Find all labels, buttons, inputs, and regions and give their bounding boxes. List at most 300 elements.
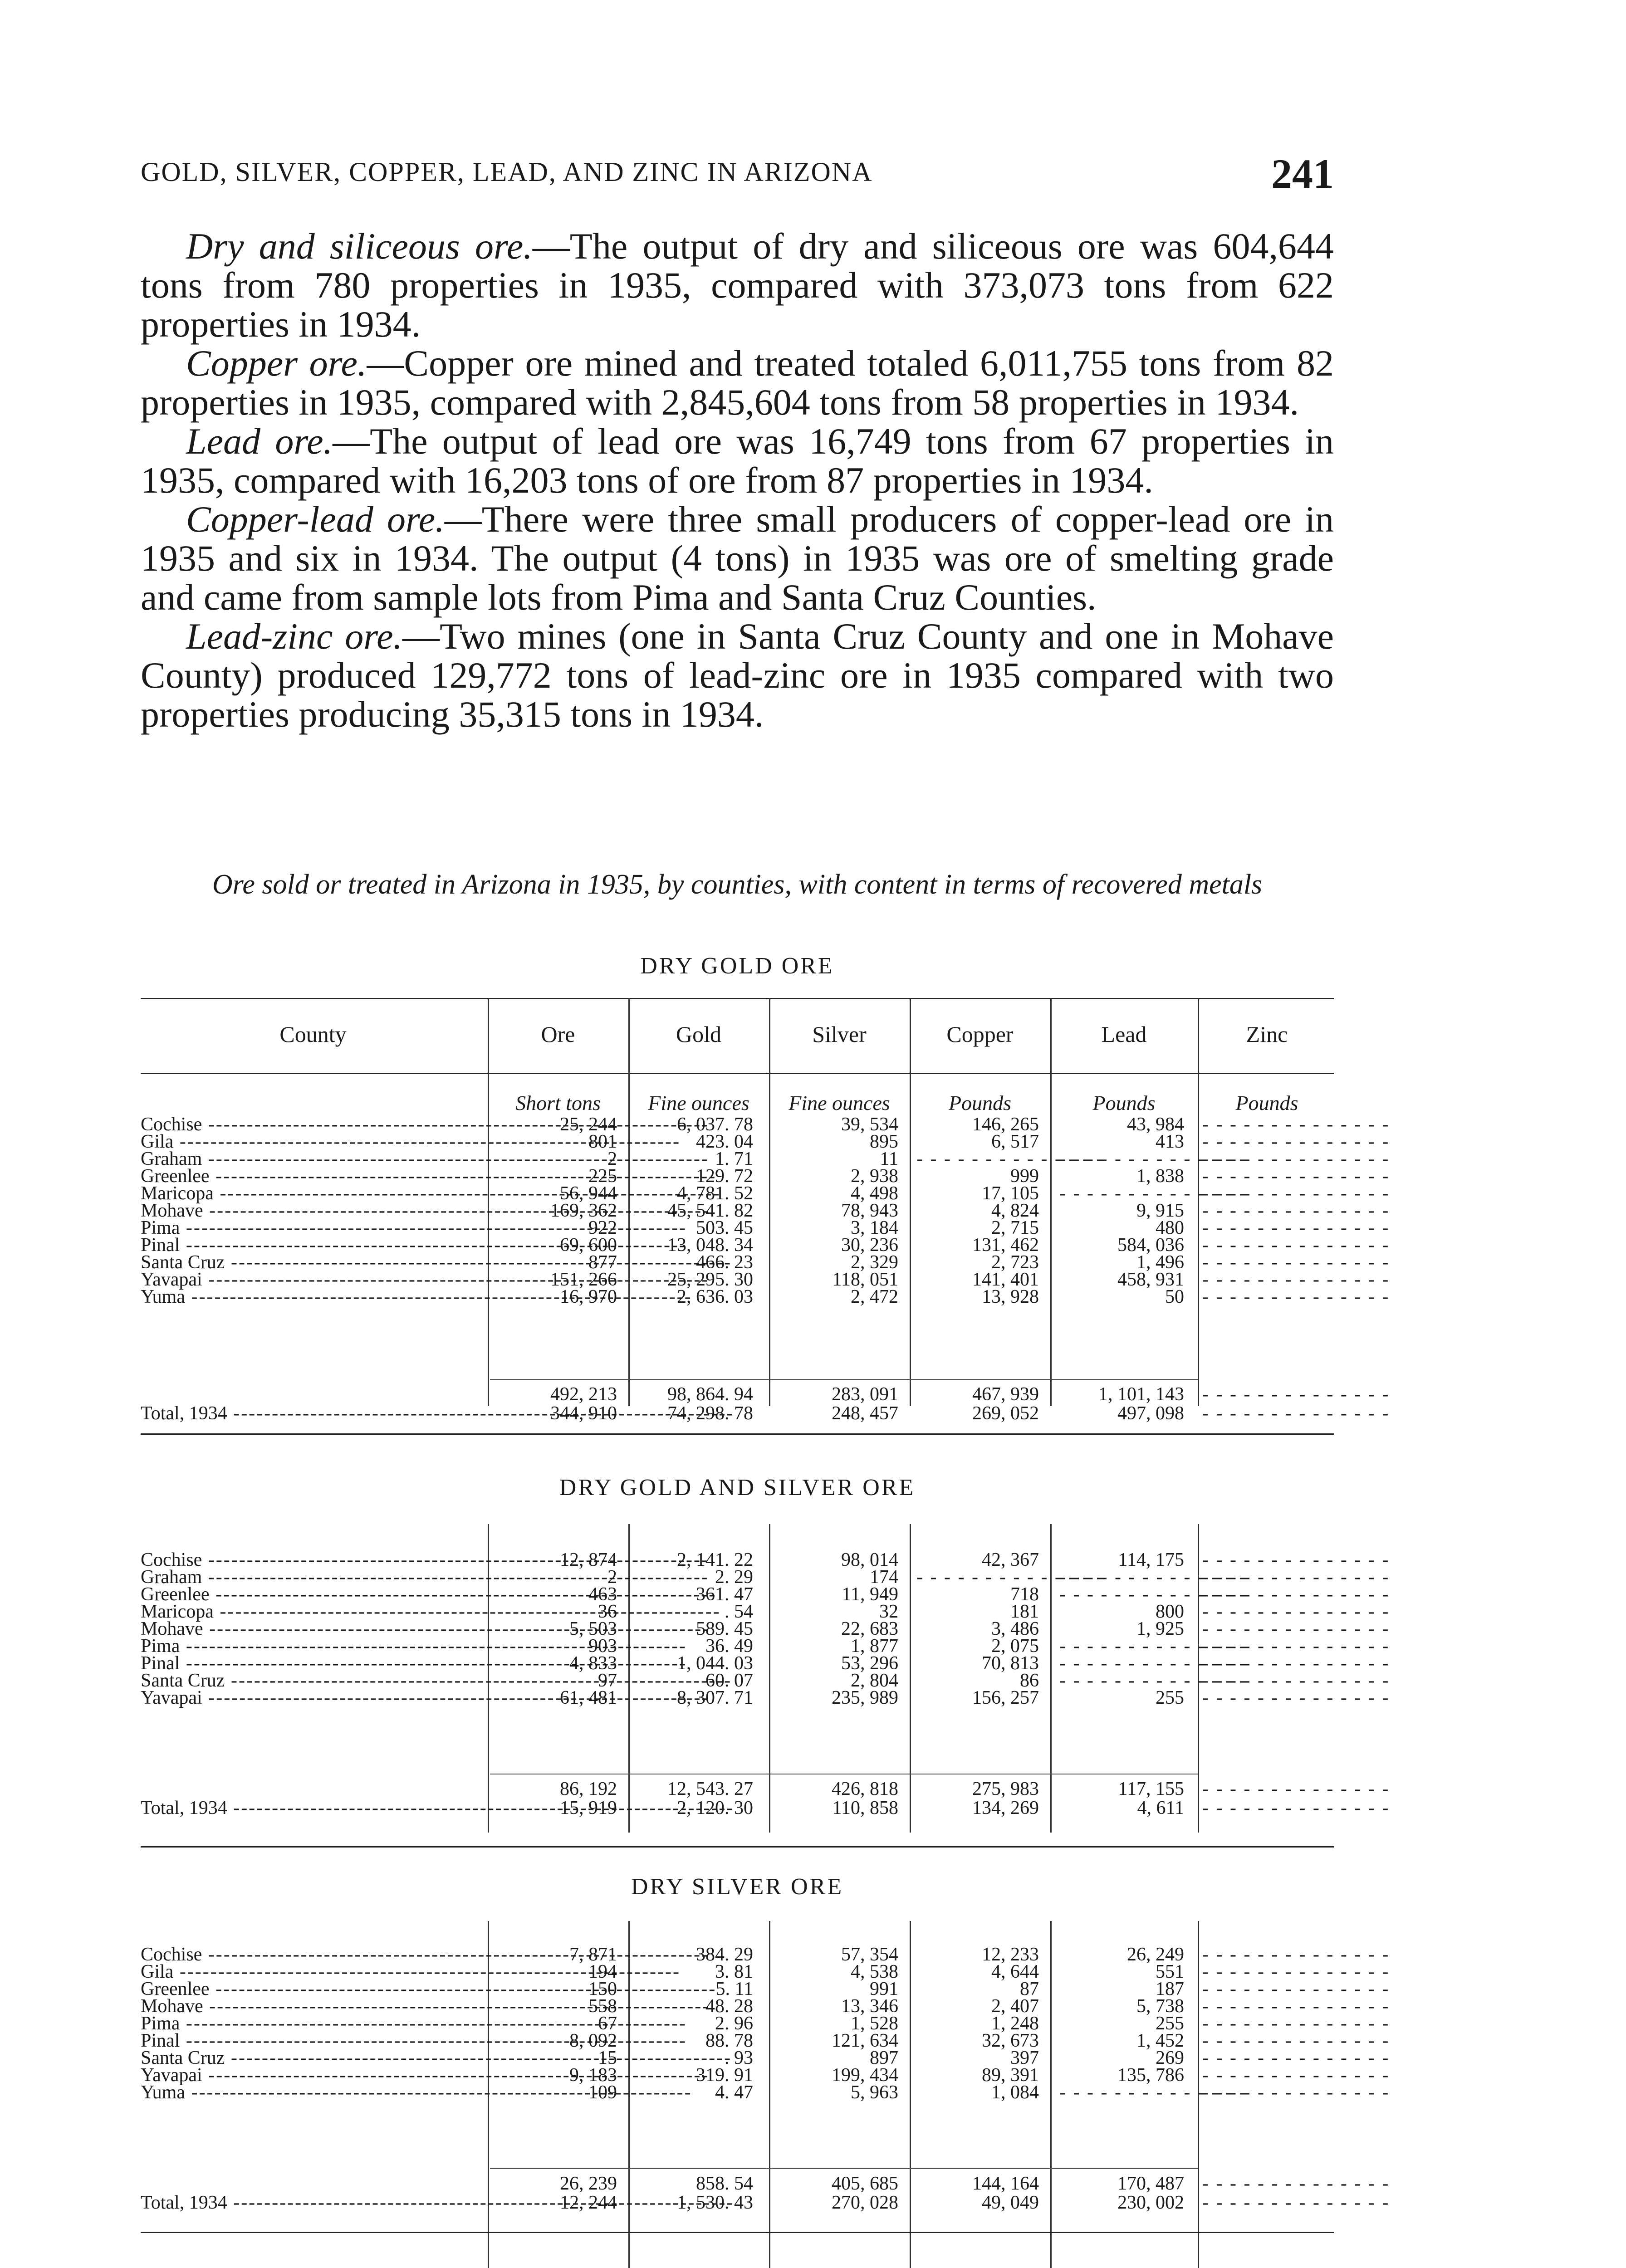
cell-copper: 131, 462 [972, 1235, 1039, 1256]
cell-silver: 22, 683 [841, 1618, 898, 1639]
cell-gold: 36. 49 [705, 1636, 753, 1657]
cell-ore: 2 [607, 1567, 617, 1588]
county-name: Mohave ----- [141, 1202, 485, 1219]
cell-ore: 922 [588, 1217, 617, 1238]
cell-gold: 4. 47 [715, 2082, 753, 2103]
cell-silver: 4, 538 [851, 1961, 898, 1982]
table-row [0, 2067, 1626, 2084]
cell-copper: 134, 269 [972, 1798, 1039, 1818]
total-cells [0, 1780, 1626, 1798]
unit-zinc: Pounds [1235, 1091, 1298, 1114]
cell-copper: 2, 715 [991, 1217, 1039, 1238]
cell-ore: 463 [588, 1584, 617, 1605]
cell-gold: 384. 29 [696, 1944, 753, 1965]
cell-gold: 98, 864. 94 [667, 1384, 753, 1405]
cell-ore: 61, 481 [560, 1687, 617, 1708]
cell-lead: 800 [1156, 1601, 1184, 1622]
cell-gold: 74, 298. 78 [667, 1403, 753, 1424]
column-header-copper: Copper [946, 1022, 1014, 1047]
cell-ore: 4, 833 [569, 1653, 617, 1674]
cell-silver: 57, 354 [841, 1944, 898, 1965]
cell-ore: 15 [598, 2048, 617, 2068]
cell-silver: 2, 804 [851, 1670, 898, 1691]
table-row [0, 2084, 1626, 2101]
empty-cell-zinc: - - - - - - - - - - - - - - [1202, 1384, 1390, 1405]
cell-copper: 87 [1020, 1979, 1039, 1999]
table-row [0, 1202, 1626, 1219]
cell-copper: 2, 407 [991, 1996, 1039, 2017]
cell-lead: 255 [1156, 1687, 1184, 1708]
county-name: Yuma ----- [141, 1288, 485, 1305]
cell-copper: 49, 049 [982, 2192, 1039, 2213]
cell-gold: 1, 044. 03 [677, 1653, 753, 1674]
cell-copper: 89, 391 [982, 2065, 1039, 2086]
table-row [0, 1672, 1626, 1689]
section-rows-dry-silver-ore [0, 1946, 1626, 2101]
cell-lead: 187 [1156, 1979, 1184, 1999]
cell-lead: 1, 101, 143 [1098, 1384, 1184, 1405]
cell-ore: 558 [588, 1996, 617, 2017]
cell-gold: . 93 [725, 2048, 753, 2068]
cell-gold: 1. 71 [715, 1149, 753, 1169]
paragraph: Lead-zinc ore.—Two mines (one in Santa Cruz County and one in Mohave County) produced 129,772 tons of lead-zinc ore in 1935 compared with two properties producing 35,315 tons in 1934. [141, 616, 1334, 735]
county-name: Pima ----- [141, 1219, 485, 1237]
empty-cell-zinc: - - - - - - - - - - - - - - [1202, 1687, 1390, 1708]
county-name: Santa Cruz ----- [141, 1254, 485, 1271]
cell-silver: 405, 685 [832, 2173, 898, 2194]
empty-cell-lead: - - - - - - - - - - - - - - [1059, 1584, 1247, 1605]
cell-silver: 39, 534 [841, 1114, 898, 1135]
county-name: Graham ----- [141, 1150, 485, 1168]
empty-cell-zinc: - - - - - - - - - - - - - - [1202, 1670, 1390, 1691]
cell-lead: 255 [1156, 2013, 1184, 2034]
table-row [0, 1185, 1626, 1202]
cell-copper: 4, 824 [991, 1200, 1039, 1221]
table-row [0, 1288, 1626, 1305]
total-1934-row [0, 2194, 1626, 2211]
cell-silver: 248, 457 [832, 1403, 898, 1424]
cell-gold: 6, 037. 78 [677, 1114, 753, 1135]
cell-ore: 801 [588, 1131, 617, 1152]
county-name: Pima ----- [141, 1637, 485, 1655]
total-1934-label: Total, 1934 ----- [141, 1799, 485, 1817]
cell-gold: 48. 28 [705, 1996, 753, 2017]
cell-gold: 2, 636. 03 [677, 1286, 753, 1307]
cell-lead: 269 [1156, 2048, 1184, 2068]
cell-lead: 135, 786 [1117, 2065, 1184, 2086]
cell-ore: 2 [607, 1149, 617, 1169]
cell-lead: 551 [1156, 1961, 1184, 1982]
empty-cell-zinc: - - - - - - - - - - - - - - [1202, 1653, 1390, 1674]
cell-ore: 169, 362 [550, 1200, 617, 1221]
cell-copper: 17, 105 [982, 1183, 1039, 1204]
cell-ore: 877 [588, 1252, 617, 1273]
cell-gold: 3. 81 [715, 1961, 753, 1982]
cell-copper: 12, 233 [982, 1944, 1039, 1965]
cell-lead: 413 [1156, 1131, 1184, 1152]
empty-cell-zinc: - - - - - - - - - - - - - - [1202, 1252, 1390, 1273]
table-row [0, 1551, 1626, 1569]
cell-gold: 5. 11 [715, 1979, 753, 1999]
total-1934-cells [0, 1799, 1626, 1817]
cell-silver: 174 [870, 1567, 898, 1588]
cell-silver: 30, 236 [841, 1235, 898, 1256]
county-name: Mohave ----- [141, 1620, 485, 1637]
cell-copper: 269, 052 [972, 1403, 1039, 1424]
section-title-dry-silver-ore: DRY SILVER ORE [631, 1874, 844, 1900]
cell-lead: 9, 915 [1136, 1200, 1184, 1221]
total-rule [490, 1379, 1198, 1380]
cell-lead: 26, 249 [1127, 1944, 1184, 1965]
empty-cell-zinc: - - - - - - - - - - - - - - [1202, 1979, 1390, 1999]
cell-lead: 230, 002 [1117, 2192, 1184, 2213]
county-name: Cochise ----- [141, 1551, 485, 1569]
cell-silver: 235, 989 [832, 1687, 898, 1708]
cell-lead: 1, 838 [1136, 1166, 1184, 1187]
cell-gold: 45, 541. 82 [667, 1200, 753, 1221]
table-row [0, 1168, 1626, 1185]
total-1934-label: Total, 1934 ----- [141, 1405, 485, 1422]
empty-cell-zinc: - - - - - - - - - - - - - - [1202, 1183, 1390, 1204]
cell-lead: 114, 175 [1118, 1549, 1184, 1570]
cell-copper: 718 [1010, 1584, 1039, 1605]
cell-lead: 50 [1165, 1286, 1184, 1307]
cell-gold: 589. 45 [696, 1618, 753, 1639]
empty-cell-zinc: - - - - - - - - - - - - - - [1202, 2192, 1390, 2213]
cell-copper: 141, 401 [972, 1269, 1039, 1290]
page-number: 241 [1271, 151, 1334, 197]
unit-copper: Pounds [949, 1091, 1011, 1114]
table-row [0, 1637, 1626, 1655]
empty-cell-zinc: - - - - - - - - - - - - - - [1202, 1996, 1390, 2017]
cell-ore: 36 [598, 1601, 617, 1622]
county-name: Yavapai ----- [141, 1689, 485, 1706]
section-rule [141, 1433, 1334, 1435]
header-bottom-rule [141, 1073, 1334, 1074]
total-1934-cells [0, 1405, 1626, 1422]
cell-copper: 2, 723 [991, 1252, 1039, 1273]
cell-silver: 897 [870, 2048, 898, 2068]
empty-cell-lead: - - - - - - - - - - - - - - [1059, 1636, 1247, 1657]
cell-lead: 584, 036 [1117, 1235, 1184, 1256]
cell-silver: 3, 184 [851, 1217, 898, 1238]
empty-cell-zinc: - - - - - - - - - - - - - - [1202, 1131, 1390, 1152]
cell-copper: 6, 517 [991, 1131, 1039, 1152]
table-row [0, 1689, 1626, 1706]
cell-gold: 2. 96 [715, 2013, 753, 2034]
total-1934-row [0, 1405, 1626, 1422]
column-header-gold: Gold [676, 1022, 721, 1047]
cell-lead: 480 [1156, 1217, 1184, 1238]
total-1934-label: Total, 1934 ----- [141, 2194, 485, 2211]
empty-cell-zinc: - - - - - - - - - - - - - - [1202, 2173, 1390, 2194]
county-name: Greenlee ----- [141, 1168, 485, 1185]
county-name: Graham ----- [141, 1569, 485, 1586]
cell-lead: 5, 738 [1136, 1996, 1184, 2017]
cell-silver: 11 [880, 1149, 898, 1169]
cell-gold: 319. 91 [696, 2065, 753, 2086]
cell-ore: 109 [588, 2082, 617, 2103]
empty-cell-zinc: - - - - - - - - - - - - - - [1202, 2030, 1390, 2051]
section-rows-dry-gold-ore [0, 1116, 1626, 1305]
cell-silver: 32 [879, 1601, 898, 1622]
table-bottom-rule [141, 2232, 1334, 2233]
cell-copper: 999 [1010, 1166, 1039, 1187]
cell-gold: 12, 543. 27 [667, 1779, 753, 1799]
county-name: Gila ----- [141, 1963, 485, 1980]
cell-silver: 5, 963 [851, 2082, 898, 2103]
table-row [0, 1655, 1626, 1672]
cell-silver: 199, 434 [832, 2065, 898, 2086]
cell-ore: 97 [598, 1670, 617, 1691]
cell-silver: 2, 329 [851, 1252, 898, 1273]
table-row [0, 2015, 1626, 2032]
cell-copper: 42, 367 [982, 1549, 1039, 1570]
county-name: Yavapai ----- [141, 2067, 485, 2084]
total-1934-row [0, 1799, 1626, 1817]
empty-cell-zinc: - - - - - - - - - - - - - - [1202, 1269, 1390, 1290]
cell-gold: 88. 78 [705, 2030, 753, 2051]
cell-ore: 903 [588, 1636, 617, 1657]
total-cells [0, 1386, 1626, 1403]
cell-copper: 32, 673 [982, 2030, 1039, 2051]
cell-ore: 15, 919 [560, 1798, 617, 1818]
cell-copper: 397 [1010, 2048, 1039, 2068]
paragraph: Copper ore.—Copper ore mined and treated totaled 6,011,755 tons from 82 properties in 1935, compared with 2,845,604 tons from 58 properties in 1934. [141, 342, 1334, 423]
cell-gold: 2. 29 [715, 1567, 753, 1588]
unit-silver: Fine ounces [789, 1091, 890, 1114]
empty-cell-zinc: - - - - - - - - - - - - - - [1202, 1779, 1390, 1799]
column-header-silver: Silver [812, 1022, 867, 1047]
table-row [0, 1980, 1626, 1998]
cell-silver: 4, 498 [851, 1183, 898, 1204]
cell-gold: 4, 781. 52 [677, 1183, 753, 1204]
cell-copper: 3, 486 [991, 1618, 1039, 1639]
cell-lead: 1, 452 [1136, 2030, 1184, 2051]
cell-copper: 1, 084 [991, 2082, 1039, 2103]
table-row [0, 1963, 1626, 1980]
cell-ore: 69, 600 [560, 1235, 617, 1256]
county-name: Maricopa ----- [141, 1185, 485, 1202]
table-row [0, 1150, 1626, 1168]
section-title-dry-gold-silver-ore: DRY GOLD AND SILVER ORE [559, 1475, 916, 1501]
cell-silver: 270, 028 [832, 2192, 898, 2213]
unit-gold: Fine ounces [648, 1091, 749, 1114]
section-title-dry-gold-ore: DRY GOLD ORE [640, 953, 834, 979]
empty-cell-zinc: - - - - - - - - - - - - - - [1202, 1961, 1390, 1982]
cell-copper: 144, 164 [972, 2173, 1039, 2194]
cell-copper: 181 [1010, 1601, 1039, 1622]
total-row [0, 1386, 1626, 1403]
table-top-rule [141, 998, 1334, 999]
empty-cell-lead: - - - - - - - - - - - - - - [1059, 1183, 1247, 1204]
table-row [0, 2032, 1626, 2049]
cell-gold: 129. 72 [696, 1166, 753, 1187]
county-name: Cochise ----- [141, 1116, 485, 1133]
cell-gold: 25, 295. 30 [667, 1269, 753, 1290]
cell-ore: 7, 871 [569, 1944, 617, 1965]
cell-silver: 2, 472 [851, 1286, 898, 1307]
empty-cell-zinc: - - - - - - - - - - - - - - [1202, 1584, 1390, 1605]
column-header-zinc: Zinc [1246, 1022, 1288, 1047]
cell-gold: 13, 048. 34 [667, 1235, 753, 1256]
cell-silver: 98, 014 [841, 1549, 898, 1570]
cell-copper: 13, 928 [982, 1286, 1039, 1307]
column-header-county: County [279, 1022, 347, 1047]
county-name: Mohave ----- [141, 1998, 485, 2015]
cell-silver: 1, 528 [851, 2013, 898, 2034]
cell-ore: 9, 183 [569, 2065, 617, 2086]
unit-ore: Short tons [515, 1091, 601, 1114]
cell-gold: . 54 [725, 1601, 753, 1622]
cell-copper: 70, 813 [982, 1653, 1039, 1674]
table-row [0, 1620, 1626, 1637]
cell-lead: 4, 611 [1137, 1798, 1184, 1818]
empty-cell-zinc: - - - - - - - - - - - - - - [1202, 1618, 1390, 1639]
county-name: Greenlee ----- [141, 1586, 485, 1603]
county-name: Greenlee ----- [141, 1980, 485, 1998]
county-name: Yuma ----- [141, 2084, 485, 2101]
empty-cell-zinc: - - - - - - - - - - - - - - [1202, 1286, 1390, 1307]
cell-ore: 492, 213 [550, 1384, 617, 1405]
empty-cell-zinc: - - - - - - - - - - - - - - [1202, 1944, 1390, 1965]
cell-ore: 67 [598, 2013, 617, 2034]
empty-cell-lead: - - - - - - - - - - - - - - [1059, 2082, 1247, 2103]
county-name: Gila ----- [141, 1133, 485, 1150]
cell-gold: 503. 45 [696, 1217, 753, 1238]
empty-cell-zinc: - - - - - - - - - - - - - - [1202, 2048, 1390, 2068]
total-row [0, 2175, 1626, 2192]
cell-gold: 60. 07 [705, 1670, 753, 1691]
cell-ore: 12, 244 [560, 2192, 617, 2213]
cell-copper: 467, 939 [972, 1384, 1039, 1405]
total-rule [490, 2168, 1198, 2169]
county-name: Santa Cruz ----- [141, 1672, 485, 1689]
section-rows-dry-gold-silver-ore [0, 1551, 1626, 1706]
cell-ore: 150 [588, 1979, 617, 1999]
cell-silver: 895 [870, 1131, 898, 1152]
cell-ore: 8, 092 [569, 2030, 617, 2051]
empty-cell-zinc: - - - - - - - - - - - - - - [1202, 1166, 1390, 1187]
table-row [0, 1998, 1626, 2015]
cell-silver: 1, 877 [851, 1636, 898, 1657]
section-rule [141, 1846, 1334, 1848]
table-row [0, 1586, 1626, 1603]
empty-cell-zinc: - - - - - - - - - - - - - - [1202, 2013, 1390, 2034]
table-row [0, 1116, 1626, 1133]
cell-lead: 170, 487 [1117, 2173, 1184, 2194]
table-row [0, 1237, 1626, 1254]
unit-lead: Pounds [1092, 1091, 1156, 1114]
empty-cell-zinc: - - - - - - - - - - - - - - [1202, 2082, 1390, 2103]
paragraph: Dry and siliceous ore.—The output of dry and siliceous ore was 604,644 tons from 780 properties in 1935, compared with 373,073 tons from 622 properties in 1934. [141, 225, 1334, 345]
cell-ore: 225 [588, 1166, 617, 1187]
cell-gold: 466. 23 [696, 1252, 753, 1273]
county-name: Pinal ----- [141, 1655, 485, 1672]
cell-ore: 12, 874 [560, 1549, 617, 1570]
cell-ore: 86, 192 [560, 1779, 617, 1799]
cell-ore: 16, 970 [560, 1286, 617, 1307]
cell-gold: 1, 530. 43 [677, 2192, 753, 2213]
cell-gold: 858. 54 [696, 2173, 753, 2194]
empty-cell-copper: - - - - - - - - - - - - - - [916, 1567, 1104, 1588]
empty-cell-zinc: - - - - - - - - - - - - - - [1202, 1235, 1390, 1256]
cell-silver: 991 [870, 1979, 898, 1999]
empty-cell-zinc: - - - - - - - - - - - - - - [1202, 1403, 1390, 1424]
county-name: Pima ----- [141, 2015, 485, 2032]
empty-cell-zinc: - - - - - - - - - - - - - - [1202, 2065, 1390, 2086]
empty-cell-zinc: - - - - - - - - - - - - - - [1202, 1601, 1390, 1622]
county-name: Pinal ----- [141, 1237, 485, 1254]
county-name: Cochise ----- [141, 1946, 485, 1963]
cell-silver: 110, 858 [832, 1798, 898, 1818]
empty-cell-zinc: - - - - - - - - - - - - - - [1202, 1567, 1390, 1588]
cell-silver: 78, 943 [841, 1200, 898, 1221]
table-row [0, 1603, 1626, 1620]
total-1934-cells [0, 2194, 1626, 2211]
cell-ore: 25, 244 [560, 1114, 617, 1135]
cell-copper: 4, 644 [991, 1961, 1039, 1982]
empty-cell-zinc: - - - - - - - - - - - - - - [1202, 1217, 1390, 1238]
body-text [141, 227, 1334, 734]
empty-cell-lead: - - - - - - - - - - - - - - [1059, 1670, 1247, 1691]
cell-copper: 146, 265 [972, 1114, 1039, 1135]
cell-gold: 361. 47 [696, 1584, 753, 1605]
cell-silver: 426, 818 [832, 1779, 898, 1799]
county-name: Maricopa ----- [141, 1603, 485, 1620]
cell-copper: 2, 075 [991, 1636, 1039, 1657]
table-caption: Ore sold or treated in Arizona in 1935, by counties, with content in terms of recovered metals [212, 869, 1263, 900]
empty-cell-zinc: - - - - - - - - - - - - - - [1202, 1114, 1390, 1135]
cell-ore: 56, 944 [560, 1183, 617, 1204]
cell-lead: 43, 984 [1127, 1114, 1184, 1135]
table-row [0, 2049, 1626, 2067]
cell-silver: 118, 051 [832, 1269, 898, 1290]
county-name: Pinal ----- [141, 2032, 485, 2049]
county-name: Yavapai ----- [141, 1271, 485, 1288]
empty-cell-lead: - - - - - - - - - - - - - - [1059, 1567, 1247, 1588]
cell-silver: 11, 949 [842, 1584, 898, 1605]
cell-silver: 13, 346 [841, 1996, 898, 2017]
cell-silver: 283, 091 [832, 1384, 898, 1405]
column-header-ore: Ore [541, 1022, 575, 1047]
empty-cell-copper: - - - - - - - - - - - - - - [916, 1149, 1104, 1169]
cell-silver: 121, 634 [832, 2030, 898, 2051]
cell-lead: 1, 925 [1136, 1618, 1184, 1639]
table-row [0, 1271, 1626, 1288]
column-header-lead: Lead [1101, 1022, 1147, 1047]
cell-ore: 194 [588, 1961, 617, 1982]
empty-cell-zinc: - - - - - - - - - - - - - - [1202, 1549, 1390, 1570]
empty-cell-zinc: - - - - - - - - - - - - - - [1202, 1636, 1390, 1657]
empty-cell-zinc: - - - - - - - - - - - - - - [1202, 1149, 1390, 1169]
cell-copper: 86 [1020, 1670, 1039, 1691]
cell-gold: 423. 04 [696, 1131, 753, 1152]
cell-gold: 2, 120. 30 [677, 1798, 753, 1818]
cell-silver: 53, 296 [841, 1653, 898, 1674]
cell-copper: 156, 257 [972, 1687, 1039, 1708]
total-cells [0, 2175, 1626, 2192]
paragraph: Copper-lead ore.—There were three small producers of copper-lead ore in 1935 and six in 1934. The output (4 tons) in 1935 was ore of smelting grade and came from sample lots from Pima and Santa Cruz Counties. [141, 499, 1334, 618]
empty-cell-lead: - - - - - - - - - - - - - - [1059, 1149, 1247, 1169]
cell-copper: 275, 983 [972, 1779, 1039, 1799]
empty-cell-zinc: - - - - - - - - - - - - - - [1202, 1798, 1390, 1818]
table-row [0, 1254, 1626, 1271]
table-row [0, 1569, 1626, 1586]
table-row [0, 1219, 1626, 1237]
empty-cell-lead: - - - - - - - - - - - - - - [1059, 1653, 1247, 1674]
cell-lead: 497, 098 [1117, 1403, 1184, 1424]
